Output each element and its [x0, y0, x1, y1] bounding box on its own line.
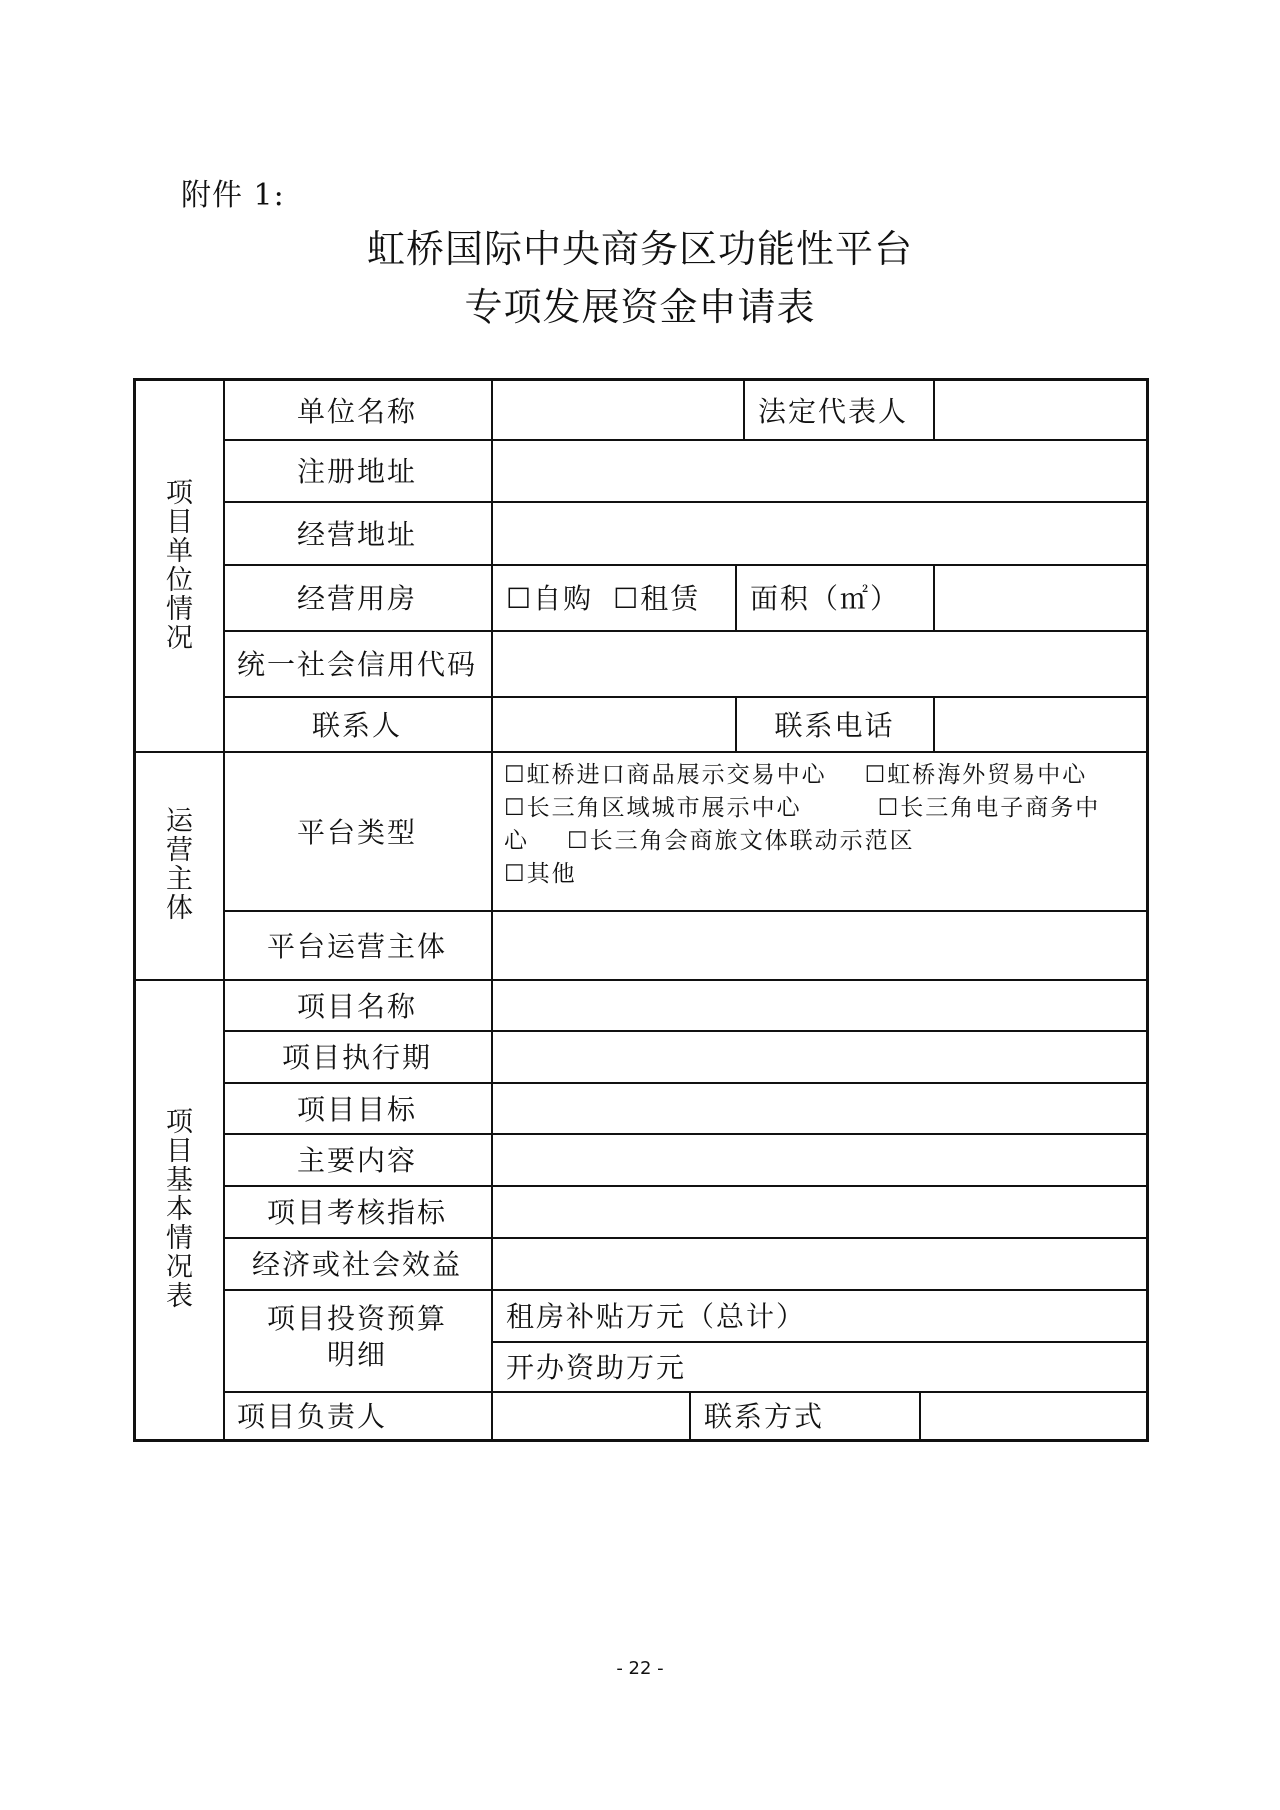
- platform-type-options: [504, 759, 1144, 891]
- checkbox-rent[interactable]: ☐租赁: [613, 582, 701, 615]
- area-field[interactable]: [934, 564, 1146, 630]
- benefit-field[interactable]: [492, 1237, 1146, 1289]
- option-import-center[interactable]: ☐虹桥进口商品展示交易中心: [504, 762, 827, 788]
- label-platform-operator: 平台运营主体: [266, 929, 447, 963]
- goal-field[interactable]: [492, 1082, 1146, 1133]
- label-biz-address: 经营地址: [296, 517, 417, 551]
- label-project-name: 项目名称: [296, 989, 417, 1023]
- premises-options: [506, 564, 734, 630]
- checkbox-own[interactable]: ☐自购: [506, 582, 594, 615]
- option-ecommerce-cont: 心: [504, 828, 529, 854]
- label-platform-type: 平台类型: [296, 815, 417, 849]
- contact-field[interactable]: [492, 696, 735, 751]
- option-culture-tourism[interactable]: ☐长三角会商旅文体联动示范区: [567, 828, 915, 854]
- contact-method-field[interactable]: [920, 1391, 1146, 1439]
- label-goal: 项目目标: [296, 1092, 417, 1126]
- exec-period-field[interactable]: [492, 1030, 1146, 1082]
- startup-aid-field[interactable]: 开办资助万元: [506, 1351, 687, 1384]
- page-number: - 22 -: [616, 1658, 664, 1679]
- attachment-label: 附件 1:: [181, 178, 285, 213]
- label-premises: 经营用房: [296, 582, 417, 615]
- label-reg-address: 注册地址: [296, 455, 417, 488]
- label-legal-rep: 法定代表人: [758, 395, 909, 428]
- section-label-operator: 运 营 主 体: [166, 806, 193, 924]
- option-overseas-trade[interactable]: ☐虹桥海外贸易中心: [864, 762, 1088, 788]
- main-content-field[interactable]: [492, 1133, 1146, 1185]
- form-title-line2: 专项发展资金申请表: [464, 285, 816, 329]
- label-credit-code: 统一社会信用代码: [237, 648, 478, 681]
- rent-subsidy-field[interactable]: 租房补贴万元（总计）: [506, 1300, 807, 1333]
- section-label-project: 项 目 基 本 情 况 表: [166, 1106, 193, 1312]
- label-area: 面积（㎡）: [750, 582, 901, 615]
- platform-operator-field[interactable]: [492, 910, 1146, 979]
- label-benefit: 经济或社会效益: [251, 1248, 462, 1281]
- label-leader: 项目负责人: [237, 1400, 388, 1433]
- option-city-showcase[interactable]: ☐长三角区域城市展示中心: [504, 795, 802, 821]
- label-budget-detail: 项目投资预算 明细: [266, 1302, 447, 1371]
- label-unit-name: 单位名称: [296, 395, 417, 428]
- application-form-table: [133, 378, 1149, 1442]
- biz-address-field[interactable]: [492, 501, 1146, 564]
- leader-field[interactable]: [492, 1391, 689, 1439]
- label-exec-period: 项目执行期: [281, 1041, 432, 1074]
- section-label-unit: 项 目 单 位 情 况: [166, 478, 193, 654]
- legal-rep-field[interactable]: [934, 381, 1146, 439]
- label-contact-phone: 联系电话: [774, 708, 895, 742]
- label-contact-method: 联系方式: [704, 1400, 825, 1433]
- kpi-field[interactable]: [492, 1185, 1146, 1237]
- option-ecommerce[interactable]: ☐长三角电子商务中: [877, 795, 1101, 821]
- reg-address-field[interactable]: [492, 439, 1146, 501]
- label-kpi: 项目考核指标: [266, 1196, 447, 1229]
- label-main-content: 主要内容: [296, 1144, 417, 1177]
- credit-code-field[interactable]: [492, 630, 1146, 696]
- contact-phone-field[interactable]: [934, 696, 1146, 751]
- form-title-line1: 虹桥国际中央商务区功能性平台: [366, 227, 913, 271]
- option-other[interactable]: ☐其他: [504, 861, 577, 887]
- project-name-field[interactable]: [492, 979, 1146, 1030]
- unit-name-field[interactable]: [492, 381, 743, 439]
- label-contact: 联系人: [311, 708, 402, 742]
